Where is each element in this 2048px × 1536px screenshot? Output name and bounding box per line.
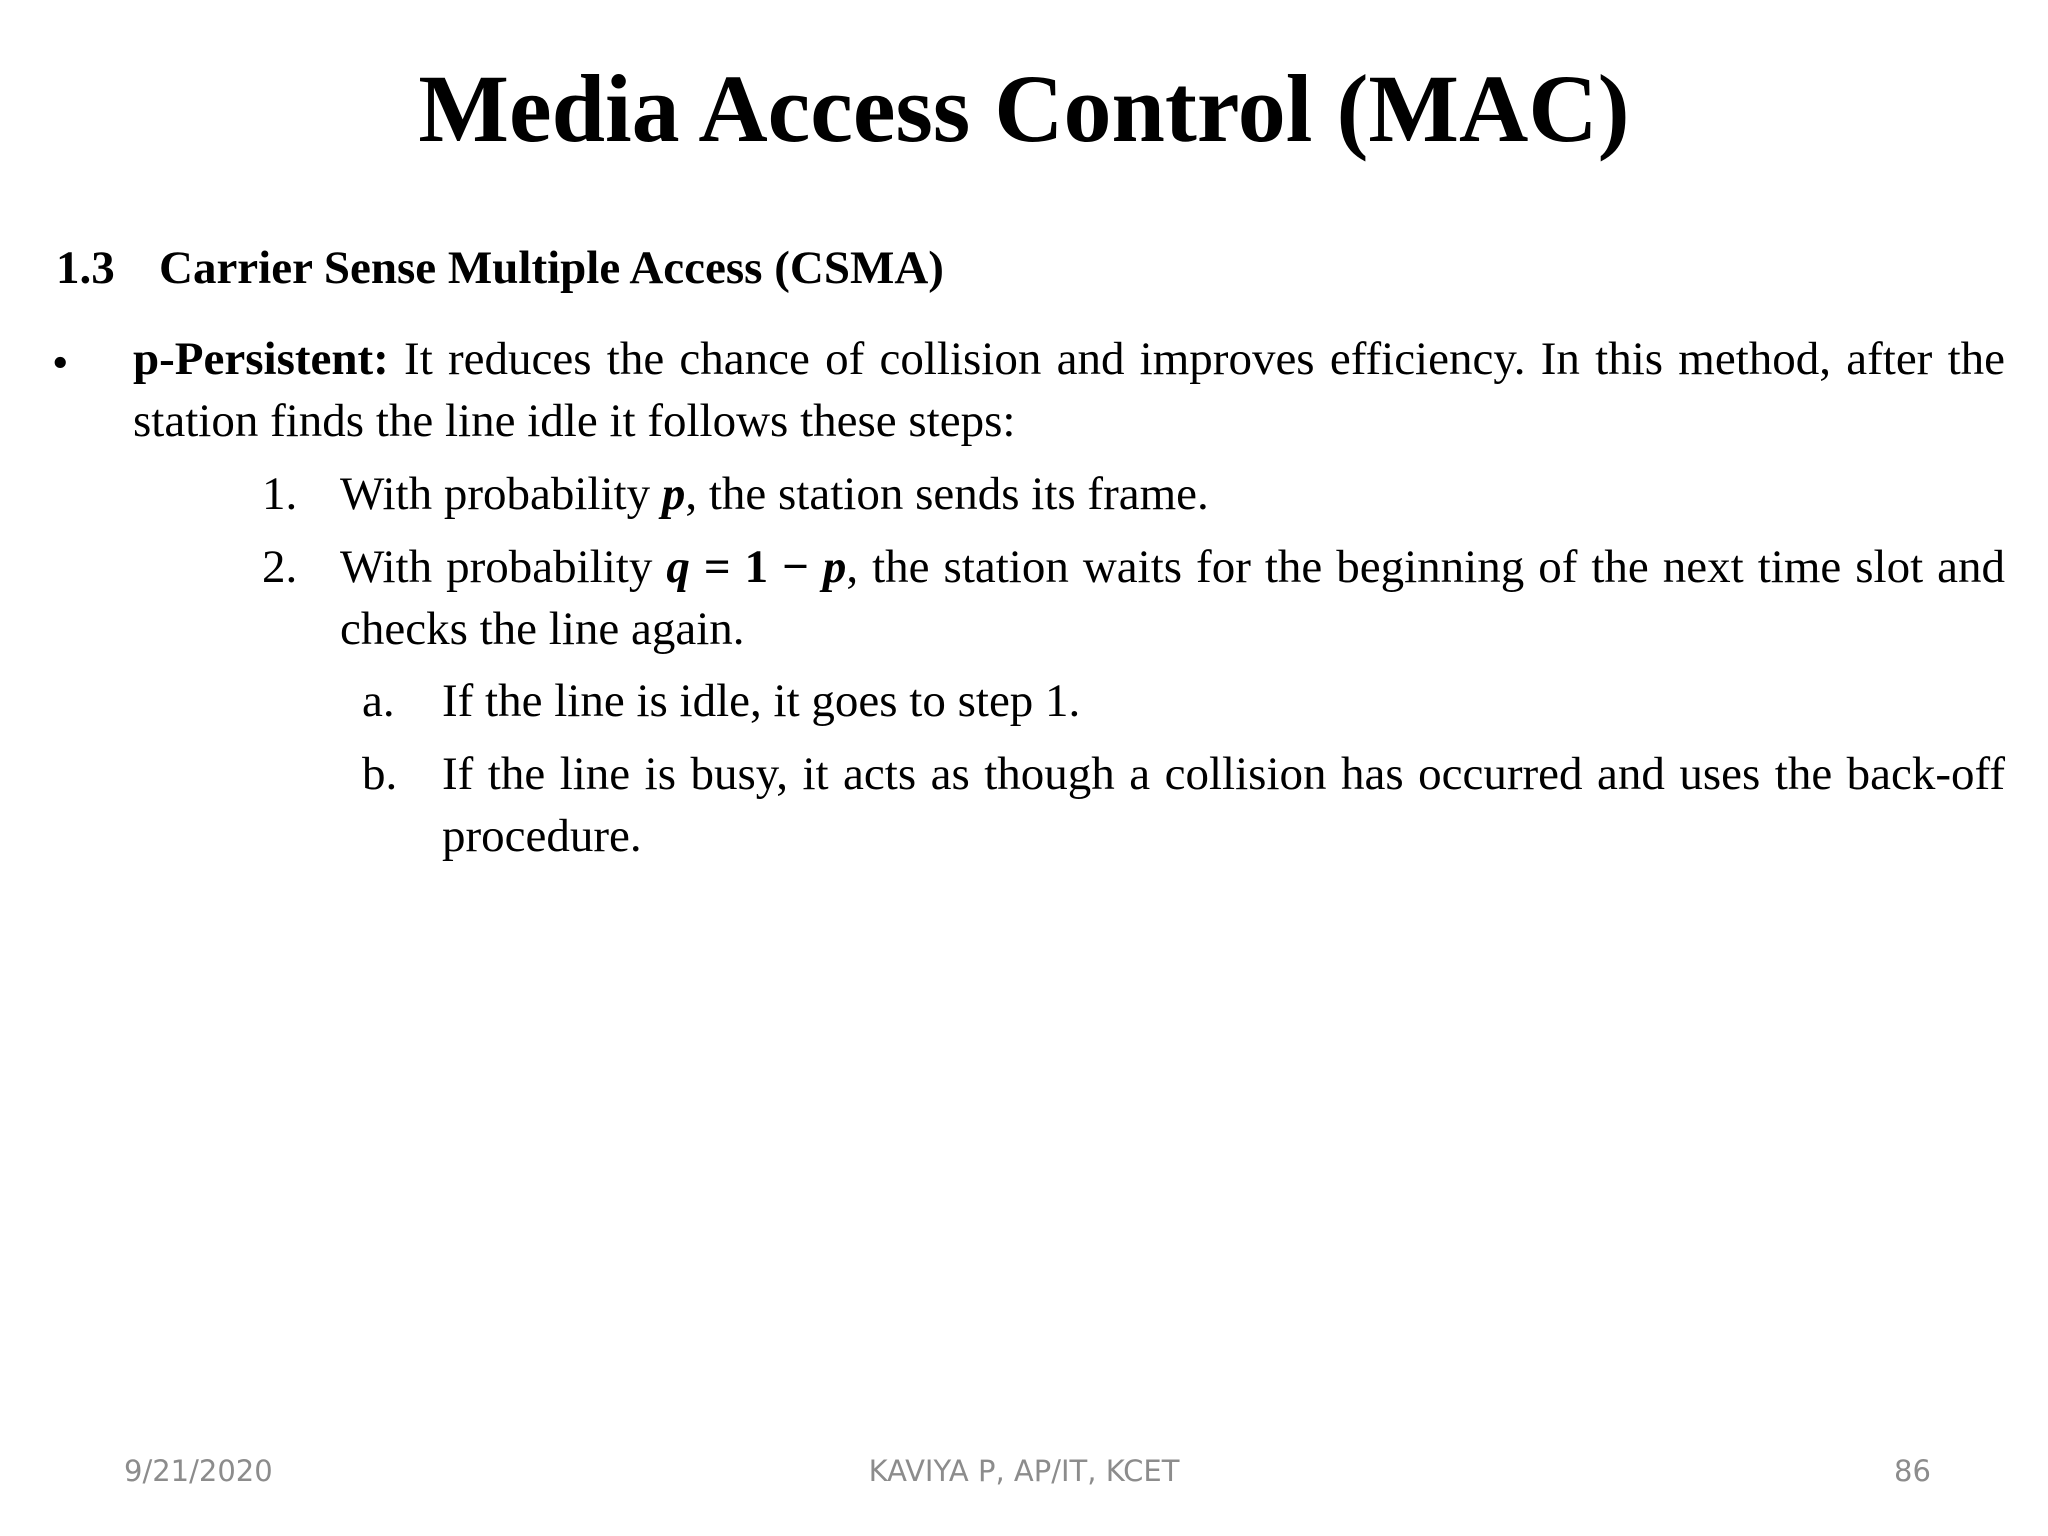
step-2-marker: 2. (262, 541, 298, 593)
step-2-post: , the station waits for the beginning of the next time slot and checks the line again. (340, 541, 2005, 655)
slide-title: Media Access Control (MAC) (418, 55, 1630, 162)
footer-author: KAVIYA P, AP/IT, KCET (868, 1454, 1180, 1488)
section-title: Carrier Sense Multiple Access (CSMA) (159, 242, 944, 294)
step-1-marker: 1. (262, 468, 298, 520)
bullet-paragraph (133, 328, 2005, 452)
step-1-post: , the station sends its frame. (685, 468, 1209, 520)
substep-a-text: If the line is idle, it goes to step 1. (442, 675, 1081, 727)
section-number: 1.3 (56, 242, 115, 294)
step-2-equation: = 1 − (689, 541, 823, 593)
step-2-pre: With probability (340, 541, 667, 593)
substep-b-text: If the line is busy, it acts as though a collision has occurred and uses the back-off procedure. (442, 748, 2005, 862)
substep-a-marker: a. (362, 675, 395, 727)
step-2-var-q: q (666, 541, 690, 593)
bullet-term: p-Persistent: (133, 333, 389, 385)
footer-date: 9/21/2020 (124, 1454, 273, 1488)
step-1-var: p (661, 468, 686, 520)
section-heading (56, 240, 944, 296)
footer-page-number: 86 (1894, 1454, 1931, 1488)
step-1-text (340, 463, 2005, 525)
bullet-text: It reduces the chance of collision and improves efficiency. In this method, after the station finds the line idle it follows these steps: (133, 333, 2005, 447)
bullet-marker: • (52, 337, 69, 389)
step-2-text (340, 536, 2005, 660)
step-1-pre: With probability (340, 468, 662, 520)
step-2-var-p: p (822, 541, 847, 593)
substep-b-marker: b. (362, 748, 398, 800)
